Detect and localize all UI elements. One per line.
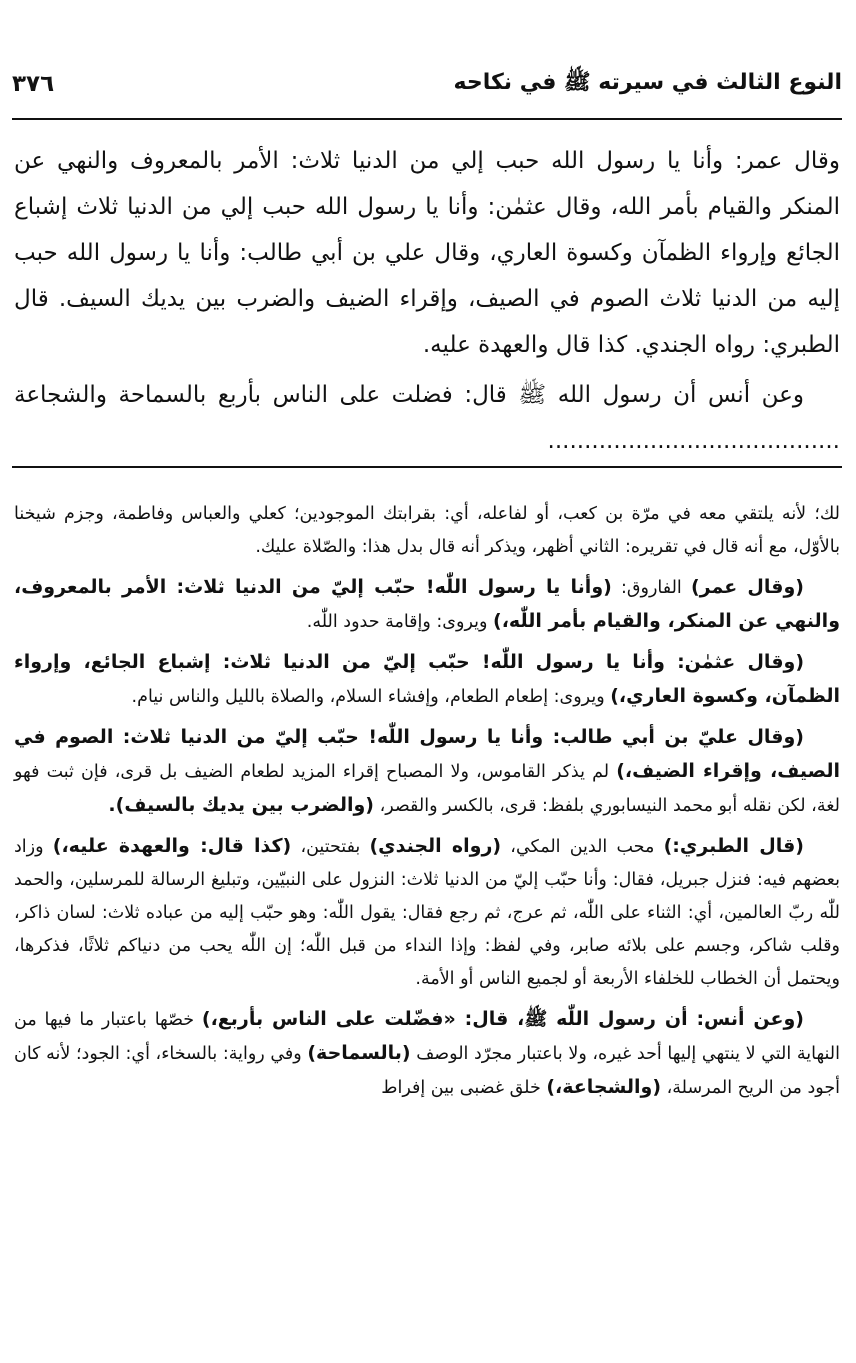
quoted-matn: (والضرب بين يديك بالسيف). xyxy=(108,794,374,816)
commentary-text-run: ويروى: وإقامة حدود اللّٰه. xyxy=(306,612,494,632)
ellipsis-dots: ........................................ xyxy=(547,428,840,454)
quoted-matn: (بالسماحة) xyxy=(307,1042,411,1064)
commentary-text-run: خلق غضبى بين إفراط xyxy=(381,1078,547,1098)
commentary-paragraph xyxy=(14,1003,840,1105)
commentary-text-run: بفتحتين، xyxy=(291,837,370,857)
commentary-text-run: الفاروق: xyxy=(611,578,691,598)
quoted-matn: (وقال عثمٰن: وأنا يا رسول اللّٰه! حبّب إليّ من الدنيا ثلاث: إشباع الجائع، وإرواء الظمآن، وكسوة العاري،) xyxy=(14,651,840,707)
separator-rule xyxy=(12,466,842,468)
quoted-matn: (وعن أنس: أن رسول اللّٰه ﷺ، قال: «فضّلت على الناس بأربع،) xyxy=(201,1008,804,1030)
quoted-matn: (قال الطبري:) xyxy=(663,835,804,857)
running-title: النوع الثالث في سيرته ﷺ في نكاحه xyxy=(453,70,842,95)
commentary-text-run: وفي رواية: بالسخاء، أي: الجود؛ لأنه كان أجود من الريح المرسلة، xyxy=(14,1044,840,1098)
main-paragraph xyxy=(14,372,840,464)
quoted-matn: (والشجاعة،) xyxy=(546,1076,662,1098)
quoted-matn: (كذا قال: والعهدة عليه،) xyxy=(52,835,292,857)
commentary-text-run: محب الدين المكي، xyxy=(501,837,664,857)
quoted-matn: (وقال عليّ بن أبي طالب: وأنا يا رسول اللّٰه! حبّب إليّ من الدنيا ثلاث: الصوم في الصيف، وإقراء الضيف،) xyxy=(14,726,840,782)
commentary-text xyxy=(14,498,840,1112)
page-header xyxy=(12,64,842,104)
commentary-text-run: وزاد بعضهم فيه: فنزل جبريل، فقال: وأنا حبّب إليّ من الدنيا ثلاث: النزول على النبيّين، وتبليغ الرسالة للمرسلين، والحمد للّٰه ربّ العالمين، أي: الثناء على اللّٰه، ثم عرج، ثم رجع فقال: يقول اللّٰه: وهو حبّب إليه من عباده ثلاث: لسان ذاكر، وقلب شاكر، وجسم على بلائه صابر، وفي لفظ: وإذا النداء من قبل اللّٰه؛ إن اللّٰه يحب من دنياكم ثلاثًا، فذكرها، ويحتمل أن الخطاب للخلفاء الأربعة أو لجميع الناس أو الأمة. xyxy=(14,837,840,989)
quoted-matn: (وأنا يا رسول اللّٰه! حبّب إليّ من الدنيا ثلاث: الأمر بالمعروف، والنهي عن المنكر، والقيام بأمر اللّٰه،) xyxy=(14,576,840,632)
commentary-paragraph xyxy=(14,721,840,823)
commentary-paragraph xyxy=(14,646,840,714)
main-paragraph: وقال عمر: وأنا يا رسول الله حبب إلي من الدنيا ثلاث: الأمر بالمعروف والنهي عن المنكر والقيام بأمر الله، وقال عثمٰن: وأنا يا رسول الله حبب إلي من الدنيا ثلاث إشباع الجائع وإرواء الظمآن وكسوة العاري، وقال علي بن أبي طالب: وأنا يا رسول الله حبب إليه من الدنيا ثلاث الصوم في الصيف، وإقراء الضيف والضرب بين يديك السيف. قال الطبري: رواه الجندي. كذا قال والعهدة عليه. xyxy=(14,148,840,358)
commentary-paragraph xyxy=(14,571,840,639)
main-text xyxy=(14,138,840,468)
quoted-matn: (وقال عمر) xyxy=(690,576,804,598)
commentary-paragraph xyxy=(14,830,840,996)
commentary-text-run: لم يذكر القاموس، ولا المصباح إقراء المزيد لطعام الضيف بل قرى، فإن ثبت فهو لغة، لكن نقله أبو محمد النيسابوري بلفظ: قرى، بالكسر والقصر، xyxy=(14,762,840,816)
commentary-text-run: ويروى: إطعام الطعام، وإفشاء السلام، والصلاة بالليل والناس نيام. xyxy=(131,687,611,707)
page-number: ٣٧٦ xyxy=(12,71,55,97)
commentary-text-run: خصّها باعتبار ما فيها من النهاية التي لا ينتهي إليها أحد غيره، ولا باعتبار مجرّد الوصف xyxy=(14,1010,840,1064)
main-paragraph-text: وعن أنس أن رسول الله ﷺ قال: فضلت على الناس بأربع بالسماحة والشجاعة xyxy=(14,382,804,408)
header-rule xyxy=(12,118,842,120)
commentary-paragraph: لك؛ لأنه يلتقي معه في مرّة بن كعب، أو لفاعله، أي: بقرابتك الموجودين؛ كعلي والعباس وفاطمة، وجزم شيخنا بالأوّل، مع أنه قال في تقريره: الثاني أظهر، ويذكر أنه قال بدل هذا: والصّلاة عليك. xyxy=(14,504,840,557)
quoted-matn: (رواه الجندي) xyxy=(369,835,502,857)
